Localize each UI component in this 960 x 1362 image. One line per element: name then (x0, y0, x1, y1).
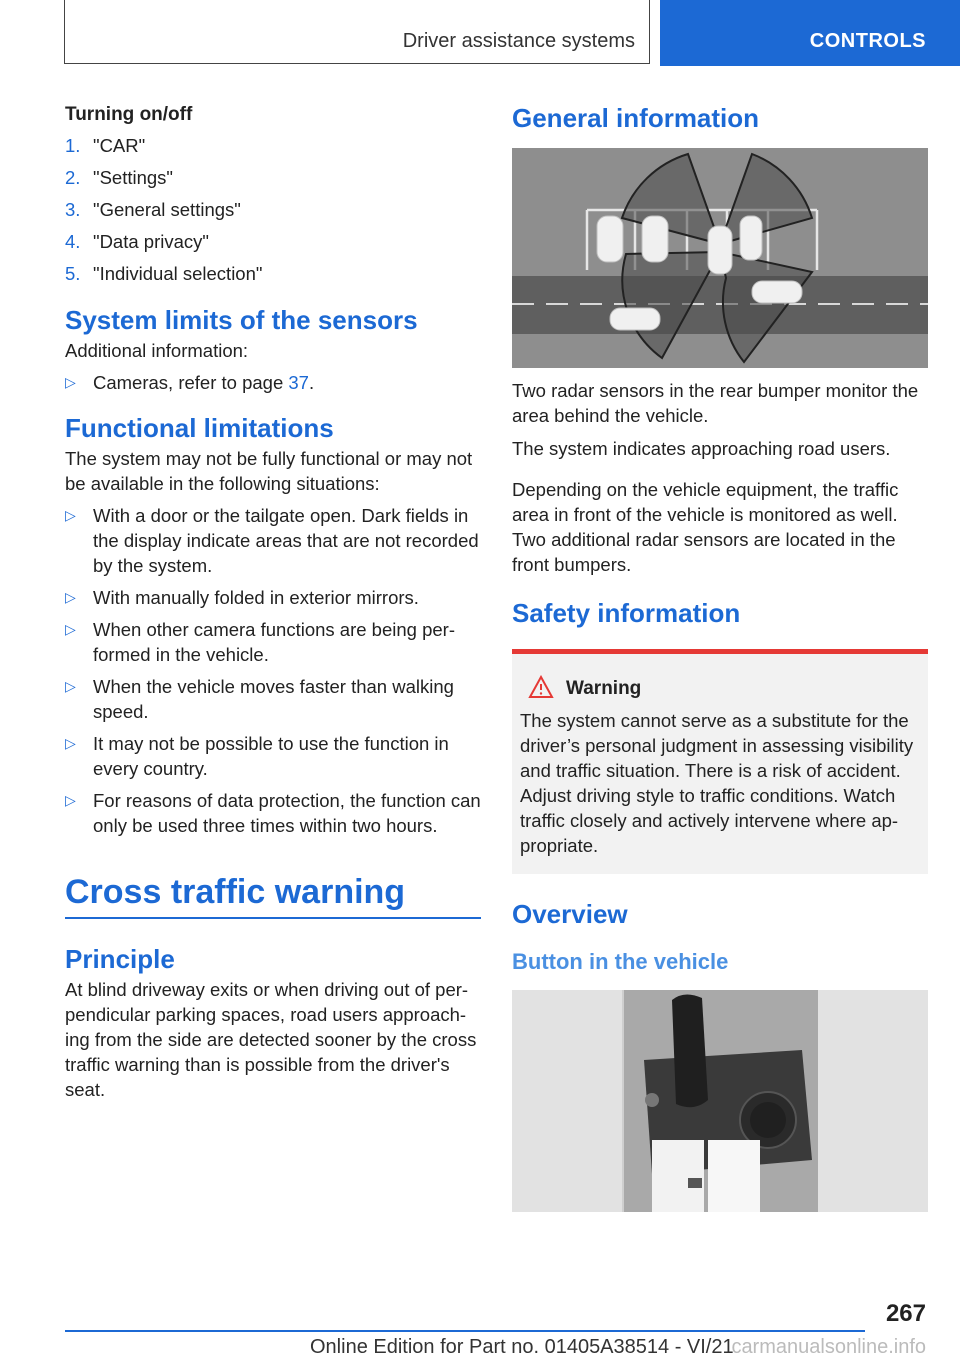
warning-box (512, 649, 928, 874)
sensor-limits-list (65, 370, 481, 395)
header-section (64, 0, 650, 64)
triangle-right-icon: ▷ (65, 792, 76, 808)
functional-intro: The system may not be fully functional or may not be available in the following situations: (65, 448, 473, 494)
list-item: 2. "Settings" (65, 167, 173, 188)
list-item: ▷ With manually folded in exterior mirrors. (65, 587, 419, 608)
right-column (512, 100, 928, 1212)
footer-rule (65, 1330, 865, 1332)
general-heading: General information (512, 103, 760, 133)
list-item: 1. "CAR" (65, 135, 146, 156)
principle-heading: Principle (65, 943, 175, 974)
list-item: ▷ It may not be possible to use the function in every country. (65, 733, 449, 779)
list-item: ▷ When the vehicle moves faster than walking speed. (65, 676, 454, 722)
page-number: 267 (885, 1300, 926, 1327)
edition-text: Online Edition for Part no. 01405A38514 - VI/21 (310, 1336, 734, 1358)
page-header (0, 0, 960, 66)
triangle-right-icon: ▷ (65, 735, 76, 751)
page-link[interactable]: 37 (288, 372, 309, 393)
functional-list (65, 503, 481, 838)
overview-heading: Overview (512, 899, 628, 929)
section-title: Driver assistance systems (402, 30, 635, 52)
list-item: 5. "Individual selection" (65, 263, 263, 284)
triangle-right-icon: ▷ (65, 621, 76, 637)
list-item: 4. "Data privacy" (65, 231, 209, 252)
warning-title: Warning (528, 678, 920, 700)
general-p1: Two radar sensors in the rear bumper monitor the area behind the vehicle. (512, 380, 919, 426)
triangle-right-icon: ▷ (65, 589, 76, 605)
steps-list (65, 130, 481, 290)
list-item: ▷ With a door or the tailgate open. Dark fields in the display indicate areas that are not recorded by the system. (65, 505, 479, 576)
general-p3: Depending on the vehicle equipment, the traffic area in front of the vehicle is monitored as well. Two additional radar sensors are located in the front bumpers. (512, 479, 899, 575)
warning-triangle-icon (528, 675, 554, 705)
button-heading: Button in the vehicle (512, 949, 729, 974)
left-column (65, 100, 481, 1102)
list-item: 3. "General settings" (65, 199, 241, 220)
safety-heading: Safety information (512, 598, 741, 628)
warning-text: The system cannot serve as a substitute for the driver’s personal judgment in assessing visibility and traffic situation. There is a risk of accident. Adjust driving style to traffic conditions. Watch traffic closely and actively intervene where appropriate. (520, 710, 914, 856)
radar-illustration (512, 148, 928, 368)
chapter-title: CONTROLS (809, 30, 926, 52)
functional-heading: Functional limitations (65, 413, 334, 443)
list-item: ▷ When other camera functions are being performed in the vehicle. (65, 619, 455, 665)
triangle-right-icon: ▷ (65, 507, 76, 523)
heading-rule (65, 917, 481, 919)
sensor-limits-heading: System limits of the sensors (65, 305, 418, 335)
list-item: ▷ For reasons of data protection, the function can only be used three times within two hours. (65, 790, 481, 836)
console-illustration (512, 990, 928, 1212)
list-item: ▷ Cameras, refer to page 37. (65, 372, 315, 393)
principle-text: At blind driveway exits or when driving out of perpendicular parking spaces, road users approaching from the side are detected sooner by the cross traffic warning than is possible from the driver's seat. (65, 978, 477, 1100)
cross-traffic-heading: Cross traffic warning (65, 873, 406, 911)
turning-heading: Turning on/off (65, 104, 193, 125)
triangle-right-icon: ▷ (65, 678, 76, 694)
watermark: carmanualsonline.info (731, 1336, 926, 1358)
header-chapter (660, 0, 960, 66)
general-p2: The system indicates approaching road users. (512, 438, 891, 459)
sensor-limits-intro: Additional information: (65, 340, 249, 361)
triangle-right-icon: ▷ (65, 374, 76, 390)
